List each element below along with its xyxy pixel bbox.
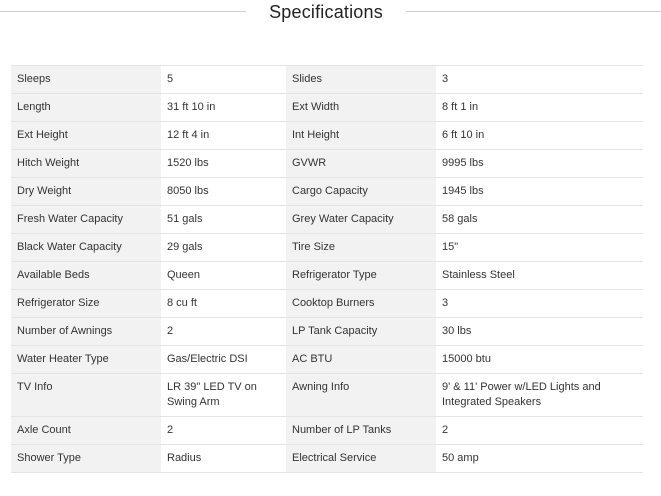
spec-value: 15000 btu — [436, 346, 643, 374]
spec-value: Gas/Electric DSI — [161, 346, 286, 374]
spec-value: 2 — [436, 417, 643, 445]
spec-value: 2 — [161, 417, 286, 445]
spec-label: Awning Info — [286, 374, 436, 417]
spec-label: Sleeps — [11, 66, 161, 94]
spec-row — [11, 318, 643, 346]
spec-value: Stainless Steel — [436, 262, 643, 290]
spec-label: Fresh Water Capacity — [11, 206, 161, 234]
spec-value: Radius — [161, 445, 286, 473]
spec-value: LR 39" LED TV on Swing Arm — [161, 374, 286, 417]
spec-value: 3 — [436, 66, 643, 94]
spec-row — [11, 66, 643, 94]
spec-row — [11, 262, 643, 290]
spec-label: Number of LP Tanks — [286, 417, 436, 445]
spec-value: 5 — [161, 66, 286, 94]
spec-label: Cargo Capacity — [286, 178, 436, 206]
spec-row — [11, 94, 643, 122]
spec-label: Dry Weight — [11, 178, 161, 206]
specifications-table — [11, 65, 643, 473]
spec-row — [11, 178, 643, 206]
spec-value: 15" — [436, 234, 643, 262]
spec-label: TV Info — [11, 374, 161, 417]
spec-value: 1945 lbs — [436, 178, 643, 206]
spec-label: AC BTU — [286, 346, 436, 374]
spec-row — [11, 122, 643, 150]
spec-value: 3 — [436, 290, 643, 318]
spec-label: LP Tank Capacity — [286, 318, 436, 346]
spec-value: 50 amp — [436, 445, 643, 473]
spec-value: 1520 lbs — [161, 150, 286, 178]
spec-row — [11, 150, 643, 178]
spec-value: 8 ft 1 in — [436, 94, 643, 122]
spec-label: GVWR — [286, 150, 436, 178]
specifications-heading — [0, 0, 661, 26]
spec-value: 8 cu ft — [161, 290, 286, 318]
spec-label: Shower Type — [11, 445, 161, 473]
heading-divider-left — [0, 11, 246, 12]
spec-row — [11, 234, 643, 262]
spec-label: Slides — [286, 66, 436, 94]
spec-label: Electrical Service — [286, 445, 436, 473]
spec-value: Queen — [161, 262, 286, 290]
spec-value: 12 ft 4 in — [161, 122, 286, 150]
spec-row — [11, 417, 643, 445]
spec-label: Hitch Weight — [11, 150, 161, 178]
spec-label: Axle Count — [11, 417, 161, 445]
spec-label: Ext Width — [286, 94, 436, 122]
spec-label: Grey Water Capacity — [286, 206, 436, 234]
spec-label: Ext Height — [11, 122, 161, 150]
spec-value: 2 — [161, 318, 286, 346]
spec-value: 9995 lbs — [436, 150, 643, 178]
spec-label: Available Beds — [11, 262, 161, 290]
spec-label: Number of Awnings — [11, 318, 161, 346]
spec-value: 58 gals — [436, 206, 643, 234]
spec-value: 9' & 11' Power w/LED Lights and Integrated Speakers — [436, 374, 643, 417]
spec-label: Refrigerator Type — [286, 262, 436, 290]
spec-label: Cooktop Burners — [286, 290, 436, 318]
spec-row — [11, 346, 643, 374]
spec-row — [11, 206, 643, 234]
spec-label: Tire Size — [286, 234, 436, 262]
spec-row — [11, 290, 643, 318]
spec-label: Black Water Capacity — [11, 234, 161, 262]
spec-label: Water Heater Type — [11, 346, 161, 374]
spec-label: Int Height — [286, 122, 436, 150]
spec-label: Length — [11, 94, 161, 122]
spec-row — [11, 445, 643, 473]
spec-row — [11, 374, 643, 417]
spec-label: Refrigerator Size — [11, 290, 161, 318]
heading-divider-right — [406, 11, 661, 12]
spec-value: 30 lbs — [436, 318, 643, 346]
spec-value: 51 gals — [161, 206, 286, 234]
page-title: Specifications — [269, 2, 383, 22]
spec-value: 31 ft 10 in — [161, 94, 286, 122]
spec-value: 29 gals — [161, 234, 286, 262]
spec-value: 6 ft 10 in — [436, 122, 643, 150]
spec-value: 8050 lbs — [161, 178, 286, 206]
